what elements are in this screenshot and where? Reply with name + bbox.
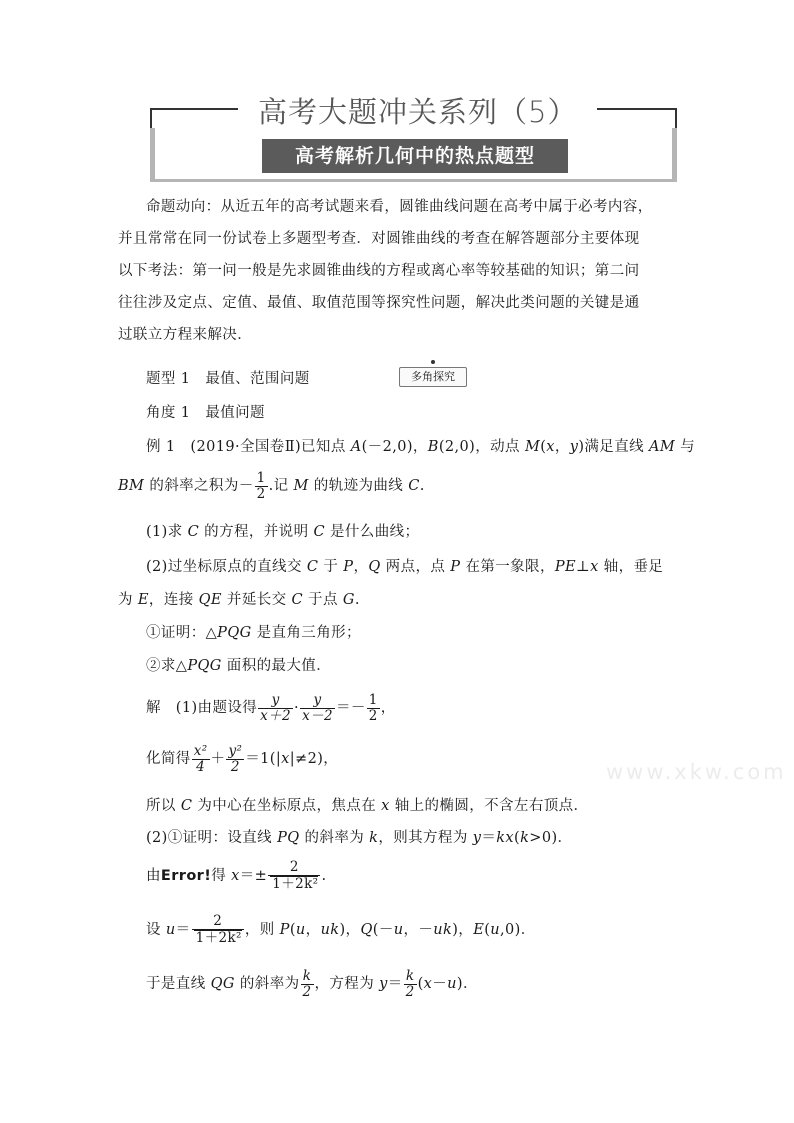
frame-right-tick [675,108,677,128]
tag-dot [431,360,435,364]
solution-step-5: 由Error!得 x＝± $\frac{2}{\text{1＋2k²}}$ . [146,859,327,892]
solution-step-7: 于是直线 QG 的斜率为 $\frac{k}{2}$ ，方程为 y＝ $\frac{k}{2}$ (x－u)． [146,967,478,1000]
series-title: 高考大题冲关系列（5） [258,95,578,129]
solution-step-2: 化简得 $\frac{\text{x²}}{4}$ ＋ $\frac{\text{y²}}{2}$ ＝1(|x|≠2)， [146,742,339,775]
angle-label: 角度 1 最值问题 [146,405,265,421]
solution-step-6: 设 u＝ $\frac{2}{\text{1＋2k²}}$ ，则 P(u，uk)，Q(－u，－uk)，E(u,0)． [146,913,536,946]
question-2-part-1: ①证明：△PQG 是直角三角形； [146,625,361,641]
solution-step-3: 所以 C 为中心在坐标原点，焦点在 x 轴上的椭圆，不含左右顶点． [146,798,589,814]
topic-title: 高考解析几何中的热点题型 [262,139,568,173]
question-1: (1)求 C 的方程，并说明 C 是什么曲线； [146,524,420,540]
question-2-part-2: ②求△PQG 面积的最大值． [146,658,332,674]
frame-top-left-line [150,108,238,110]
frame-right-bar [672,128,677,182]
intro-line-2: 并且常常在同一份试卷上多题型考查．对圆锥曲线的考查在解答题部分主要体现 [118,231,640,247]
solution-step-1: 解 (1)由题设得 $\frac{y}{x+2}$ · $\frac{y}{x-2}$ ＝－ $\frac{1}{2}$ ， [146,691,396,724]
solution-step-4: (2)①证明：设直线 PQ 的斜率为 k，则其方程为 y＝kx(k>0)． [146,830,573,846]
intro-line-5: 过联立方程来解决． [118,327,253,343]
frame-top-right-line [597,108,677,110]
question-type-label: 题型 1 最值、范围问题 [146,371,310,387]
example-line-1: 例 1 (2019·全国卷Ⅱ)已知点 A(－2,0)，B(2,0)，动点 M(x，y)满足直线 AM 与 [146,439,696,455]
frame-left-bar [150,128,155,182]
question-2-line-2: 为 E，连接 QE 并延长交 C 于点 G. [118,592,360,608]
question-2-line-1: (2)过坐标原点的直线交 C 于 P，Q 两点，点 P 在第一象限，PE⊥x 轴，垂足 [146,559,664,575]
intro-line-1: 命题动向：从近五年的高考试题来看，圆锥曲线问题在高考中属于必考内容， [146,199,653,215]
intro-line-4: 往往涉及定点、定值、最值、取值范围等探究性问题，解决此类问题的关键是通 [118,295,640,311]
frame-bottom-bar [150,179,677,182]
frame-left-tick [150,108,152,128]
intro-line-3: 以下考法：第一问一般是先求圆锥曲线的方程或离心率等较基础的知识；第二问 [118,263,640,279]
fraction-one-half: $\frac{1}{2}$ [256,469,266,502]
multi-angle-tag: 多角探究 [399,367,467,387]
error-placeholder: Error! [160,868,212,884]
example-line-2: BM 的斜率之积为－ $\frac{1}{2}$ .记 M 的轨迹为曲线 C. [118,469,425,502]
watermark: www.xkw.com [606,760,787,784]
